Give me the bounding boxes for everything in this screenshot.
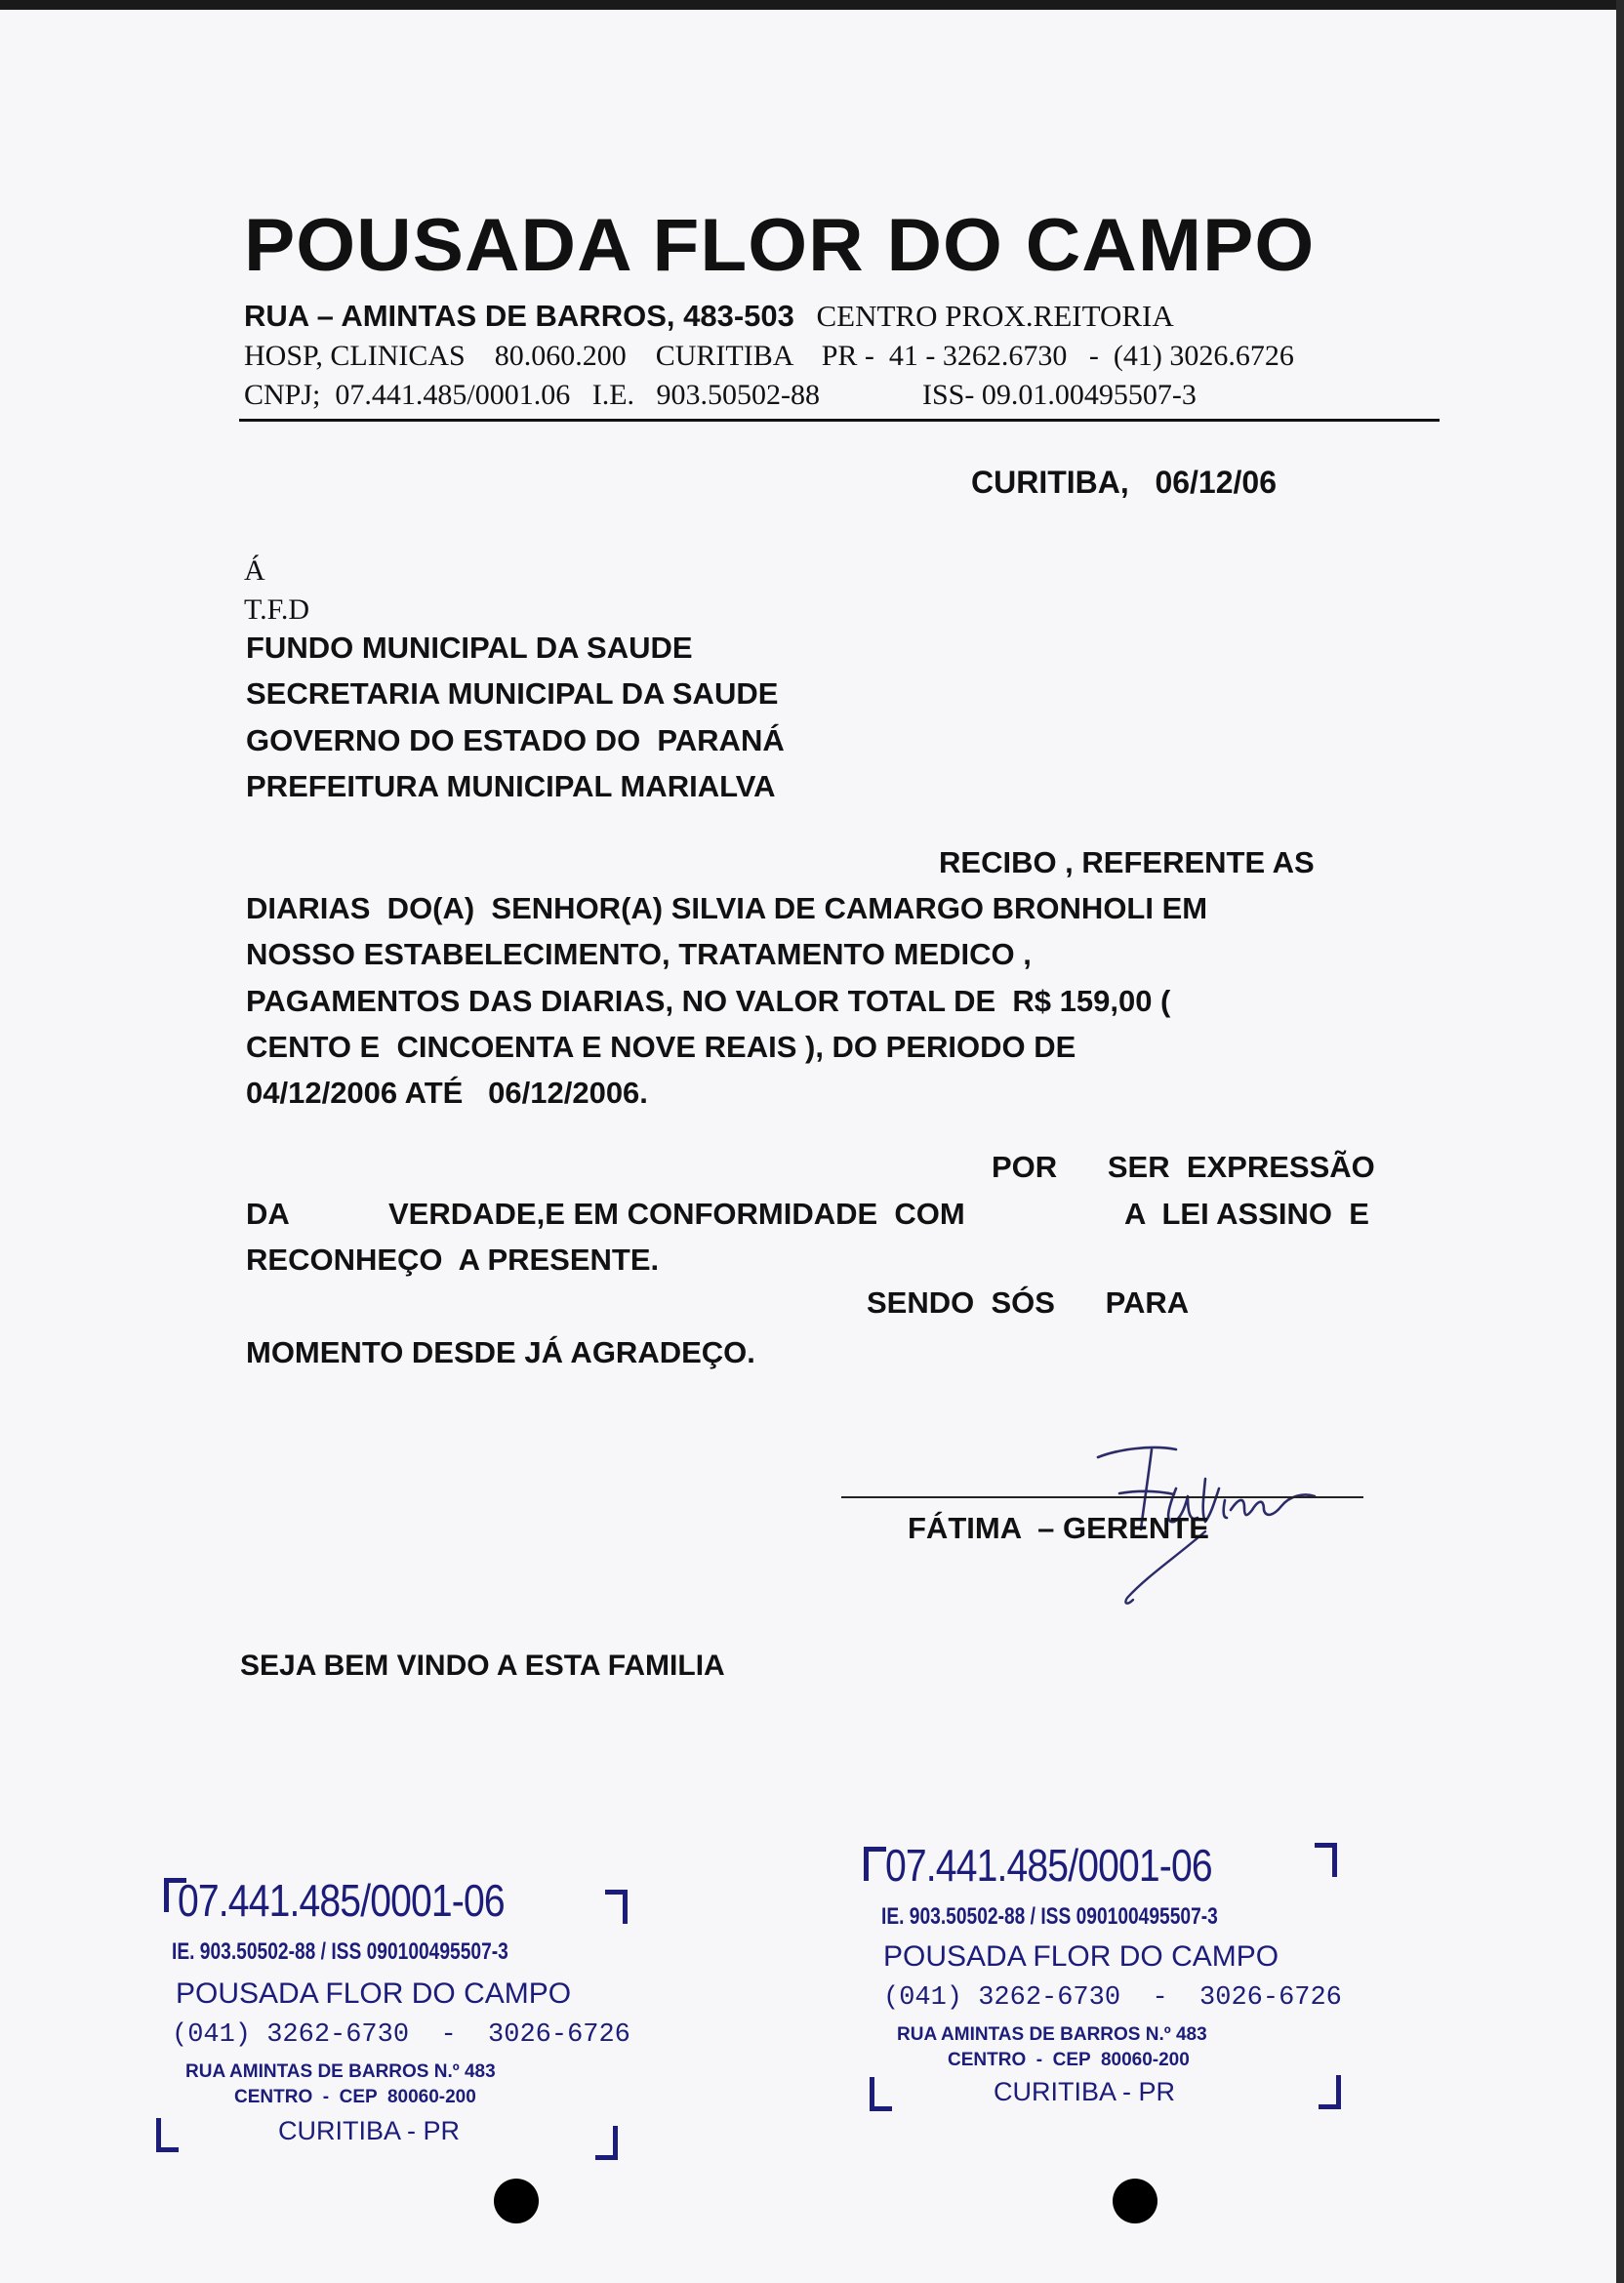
letterhead-contact-line: HOSP, CLINICAS 80.060.200 CURITIBA PR - 41 - 3262.6730 - (41) 3026.6726 bbox=[244, 340, 1294, 372]
stamp-corner bbox=[870, 2077, 892, 2111]
recipient-line: GOVERNO DO ESTADO DO PARANÁ bbox=[246, 723, 785, 757]
receipt-line: RECIBO , REFERENTE AS bbox=[939, 845, 1315, 879]
recipient-line: SECRETARIA MUNICIPAL DA SAUDE bbox=[246, 676, 779, 711]
recipient-line: PREFEITURA MUNICIPAL MARIALVA bbox=[246, 769, 776, 803]
stamp-corner bbox=[595, 2126, 618, 2160]
date-line: CURITIBA, 06/12/06 bbox=[971, 465, 1277, 500]
stamp-company-name: POUSADA FLOR DO CAMPO bbox=[883, 1940, 1279, 1973]
footer-slogan: SEJA BEM VINDO A ESTA FAMILIA bbox=[240, 1650, 725, 1682]
receipt-line: PAGAMENTOS DAS DIARIAS, NO VALOR TOTAL DE R$ 159,00 ( bbox=[246, 984, 1171, 1018]
stamp-centro: CENTRO - CEP 80060-200 bbox=[234, 2087, 476, 2107]
stamp-phones: (041) 3262-6730 - 3026-6726 bbox=[883, 1983, 1342, 2013]
punch-hole bbox=[1113, 2179, 1157, 2223]
letterhead-registration-line: CNPJ; 07.441.485/0001.06 I.E. 903.50502-88 ISS- 09.01.00495507-3 bbox=[244, 379, 1197, 411]
closing-line: A LEI ASSINO E bbox=[1124, 1197, 1369, 1231]
stamp-city: CURITIBA - PR bbox=[994, 2077, 1176, 2106]
stamp-street: RUA AMINTAS DE BARROS N.º 483 bbox=[185, 2061, 496, 2082]
closing-line: DA bbox=[246, 1197, 290, 1231]
stamp-corner bbox=[1319, 2075, 1341, 2109]
receipt-line: 04/12/2006 ATÉ 06/12/2006. bbox=[246, 1076, 648, 1110]
recipient-to: Á bbox=[244, 554, 265, 587]
stamp-corner bbox=[605, 1890, 628, 1924]
stamp-corner bbox=[1315, 1843, 1337, 1877]
signature-line bbox=[841, 1496, 1363, 1498]
signer-name-title: FÁTIMA – GERENTE bbox=[908, 1511, 1209, 1545]
recipient-line: FUNDO MUNICIPAL DA SAUDE bbox=[246, 631, 693, 665]
stamp-corner bbox=[156, 2118, 179, 2152]
closing-line: SENDO SÓS PARA bbox=[867, 1285, 1190, 1320]
receipt-line: NOSSO ESTABELECIMENTO, TRATAMENTO MEDICO , bbox=[246, 937, 1032, 971]
stamp-company-name: POUSADA FLOR DO CAMPO bbox=[176, 1977, 572, 2010]
address-area: CENTRO PROX.REITORIA bbox=[816, 299, 1174, 333]
receipt-line: CENTO E CINCOENTA E NOVE REAIS ), DO PERIODO DE bbox=[246, 1030, 1076, 1064]
stamp-centro: CENTRO - CEP 80060-200 bbox=[948, 2050, 1190, 2070]
closing-line: MOMENTO DESDE JÁ AGRADEÇO. bbox=[246, 1335, 755, 1369]
scan-top-edge bbox=[0, 0, 1624, 10]
punch-hole bbox=[494, 2179, 539, 2223]
letterhead-address-line bbox=[244, 299, 1174, 334]
scan-right-edge bbox=[1616, 0, 1624, 2283]
company-stamp-left bbox=[156, 1874, 630, 2157]
letterhead-divider bbox=[239, 419, 1440, 422]
receipt-line: DIARIAS DO(A) SENHOR(A) SILVIA DE CAMARGO BRONHOLI EM bbox=[246, 891, 1208, 925]
stamp-city: CURITIBA - PR bbox=[278, 2116, 461, 2145]
stamp-ie-iss: IE. 903.50502-88 / ISS 090100495507-3 bbox=[881, 1903, 1218, 1930]
stamp-ie-iss: IE. 903.50502-88 / ISS 090100495507-3 bbox=[172, 1938, 508, 1965]
stamp-street: RUA AMINTAS DE BARROS N.º 483 bbox=[897, 2024, 1207, 2045]
stamp-phones: (041) 3262-6730 - 3026-6726 bbox=[172, 2020, 630, 2050]
stamp-cnpj: 07.441.485/0001-06 bbox=[885, 1840, 1212, 1891]
closing-line: POR SER EXPRESSÃO bbox=[992, 1150, 1375, 1184]
stamp-corner bbox=[864, 1847, 886, 1881]
stamp-cnpj: 07.441.485/0001-06 bbox=[178, 1875, 505, 1926]
recipient-dept: T.F.D bbox=[244, 593, 310, 626]
closing-line: RECONHEÇO A PRESENTE. bbox=[246, 1243, 660, 1277]
company-stamp-right bbox=[864, 1837, 1342, 2120]
closing-line: VERDADE,E EM CONFORMIDADE COM bbox=[388, 1197, 965, 1231]
letterhead-title: POUSADA FLOR DO CAMPO bbox=[244, 204, 1316, 287]
address-street: RUA – AMINTAS DE BARROS, 483-503 bbox=[244, 299, 794, 333]
